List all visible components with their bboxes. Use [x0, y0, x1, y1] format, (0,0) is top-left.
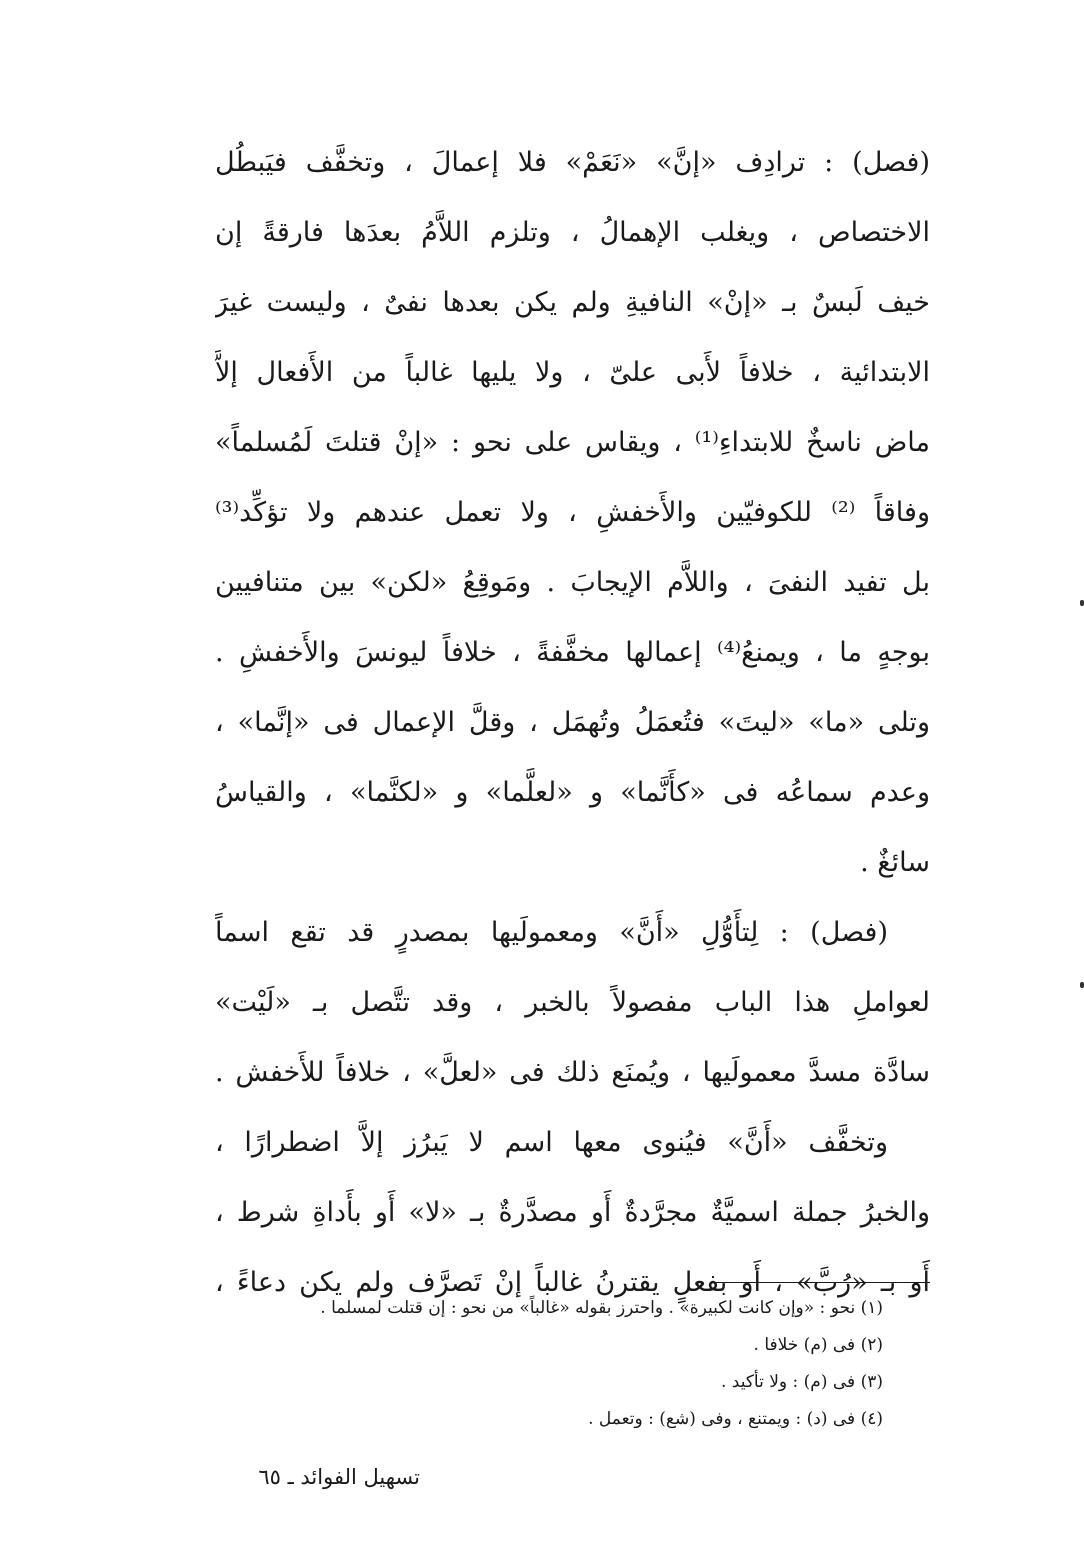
footnotes — [215, 1290, 883, 1438]
text-line-17: أَو بـ «رُبَّ» ، أَو بفعلٍ يقترنُ غالباً إنْ تَصرَّف ولم يكن دعاءً ، — [215, 1267, 930, 1298]
text-line-6: وفاقاً ⁽²⁾ للكوفيّين والأَخفشِ ، ولا تعمل عندهم ولا تؤكِّد⁽³⁾ — [215, 497, 930, 528]
text-line-14: سادَّة مسدَّ معمولَيها ، ويُمنَع ذلك فى «لعلَّ» ، خلافاً للأَخفش . — [215, 1057, 930, 1088]
footnote-2: (٢) فى (م) خلافا . — [753, 1335, 883, 1355]
text-line-13: لعواملِ هذا الباب مفصولاً بالخبر ، وقد تتَّصل بـ «لَيْت» — [215, 987, 930, 1018]
scan-mark — [1080, 600, 1084, 606]
text-line-15: وتخفَّف «أَنَّ» فيُنوى معها اسم لا يَبرُز إلاَّ اضطرارًا ، — [215, 1127, 888, 1158]
text-line-10: وعدم سماعُه فى «كأَنَّما» و «لعلَّما» و «لكنَّما» ، والقياسُ — [215, 777, 930, 808]
text-line-11: سائغٌ . — [860, 847, 930, 878]
text-line-16: والخبرُ جملة اسميَّةٌ مجرَّدةٌ أَو مصدَّرةٌ بـ «لا» أَو بأَداةِ شرط ، — [215, 1197, 930, 1228]
footnote-4: (٤) فى (د) : ويمتنع ، وفى (شع) : وتعمل . — [588, 1409, 883, 1429]
text-line-5: ماض ناسخٌ للابتداءِ⁽¹⁾ ، ويقاس على نحو : «إنْ قتلتَ لَمُسلماً» — [215, 427, 930, 458]
text-line-12: (فصل) : لِتأَوُّلِ «أَنَّ» ومعمولَيها بمصدرٍ قد تقع اسماً — [215, 917, 888, 948]
scan-mark — [1080, 982, 1084, 988]
text-line-3: خيف لَبسٌ بـ «إنْ» النافيةِ ولم يكن بعدها نفىٌ ، وليست غيرَ — [215, 287, 930, 318]
running-footer: تسهيل الفوائد ـ ٦٥ — [258, 1465, 420, 1489]
main-text — [215, 128, 930, 1318]
text-line-9: وتلى «ما» «ليتَ» فتُعمَلُ وتُهمَل ، وقلَّ الإعمال فى «إنَّما» ، — [215, 707, 930, 738]
text-line-7: بل تفيد النفىَ ، واللاَّم الإيجابَ . ومَوقِعُ «لكن» بين متنافيين — [215, 567, 930, 598]
text-line-2: الاختصاص ، ويغلب الإهمالُ ، وتلزم اللاَّمُ بعدَها فارقةً إن — [215, 217, 930, 248]
text-line-4: الابتدائية ، خلافاً لأَبى علىّ ، ولا يليها غالباً من الأَفعال إلاَّ — [215, 357, 930, 388]
footnote-divider — [715, 1282, 930, 1283]
footnote-1: (١) نحو : «وإن كانت لكبيرة» . واحترز بقوله «غالباً» من نحو : إن قتلت لمسلما . — [320, 1298, 883, 1318]
text-line-1: (فصل) : ترادِف «إنَّ» «نَعَمْ» فلا إعمالَ ، وتخفَّف فيَبطُل — [215, 147, 930, 178]
text-line-8: بوجهٍ ما ، ويمنعُ⁽⁴⁾ إعمالها مخفَّفةً ، خلافاً ليونسَ والأَخفشِ . — [215, 637, 930, 668]
footnote-3: (٣) فى (م) : ولا تأكيد . — [720, 1372, 883, 1392]
